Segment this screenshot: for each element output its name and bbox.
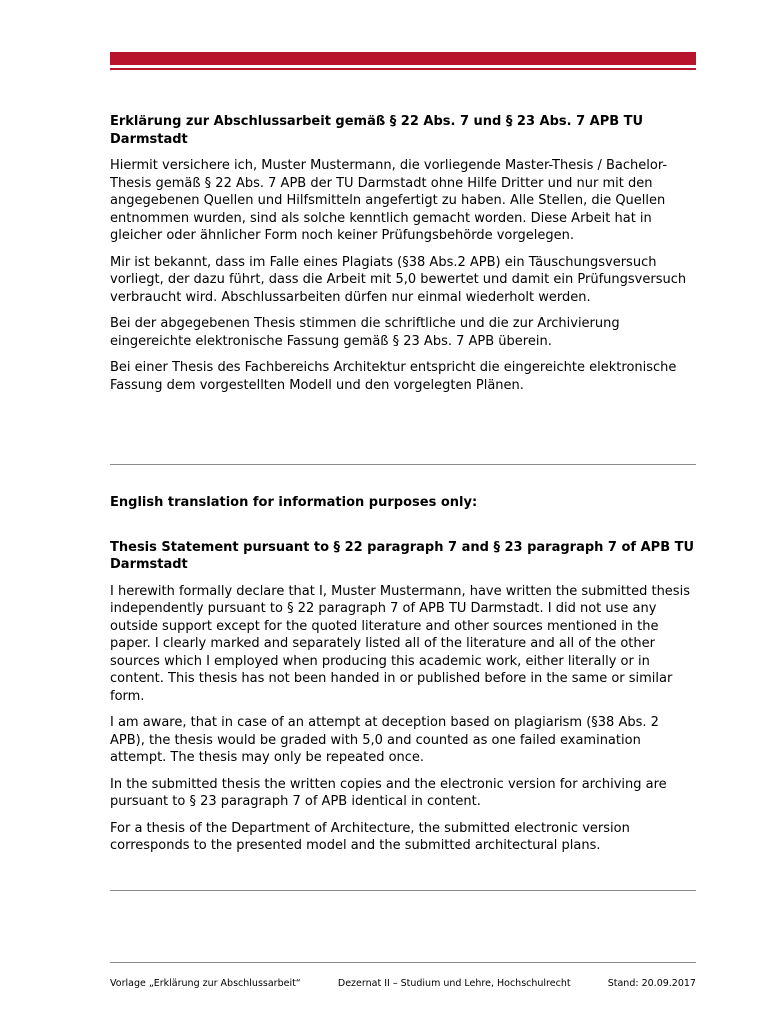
signature-line (110, 890, 696, 891)
german-paragraph-3: Bei der abgegebenen Thesis stimmen die schriftliche und die zur Archivierung eingereichte elektronische Fassung gemäß § 23 Abs. 7 APB überein. (110, 316, 620, 349)
german-paragraph-4: Bei einer Thesis des Fachbereichs Architektur entspricht die eingereichte elektronische Fassung dem vorgestellten Modell und den vorgelegten Plänen. (110, 360, 677, 393)
german-section (110, 113, 696, 403)
english-heading: Thesis Statement pursuant to § 22 paragraph 7 and § 23 paragraph 7 of APB TU Darmstadt (110, 539, 695, 572)
german-heading: Erklärung zur Abschlussarbeit gemäß § 22 Abs. 7 und § 23 Abs. 7 APB TU Darmstadt (110, 114, 644, 147)
footer-template-name: Vorlage „Erklärung zur Abschlussarbeit“ (110, 978, 301, 989)
footer-rule (110, 962, 696, 963)
document-page (110, 0, 696, 1024)
header-red-bar (110, 52, 696, 65)
footer (110, 978, 696, 990)
german-paragraph-1: Hiermit versichere ich, Muster Mustermann, die vorliegende Master-Thesis / Bachelor-Thesis gemäß § 22 Abs. 7 APB der TU Darmstadt ohne Hilfe Dritter und nur mit den angegebenen Quellen und Hilfsmitteln angefertigt zu haben. Alle Stellen, die Quellen entnommen wurden, sind als solche kenntlich gemacht worden. Diese Arbeit hat in gleicher oder ähnlicher Form noch keiner Prüfungsbehörde vorgelegen. (110, 158, 668, 243)
footer-department: Dezernat II – Studium und Lehre, Hochschulrecht (337, 978, 571, 989)
english-paragraph-2: I am aware, that in case of an attempt at deception based on plagiarism (§38 Abs. 2 APB), the thesis would be graded with 5,0 and counted as one failed examination attempt. The thesis may only be repeated once. (110, 715, 659, 765)
header-red-rule (110, 68, 696, 70)
english-paragraph-3: In the submitted thesis the written copies and the electronic version for archiving are pursuant to § 23 paragraph 7 of APB identical in content. (110, 776, 667, 809)
translation-notice: English translation for information purposes only: (110, 495, 478, 510)
section-divider (110, 464, 696, 465)
english-paragraph-4: For a thesis of the Department of Architecture, the submitted electronic version corresponds to the presented model and the submitted architectural plans. (110, 820, 630, 853)
footer-date: Stand: 20.09.2017 (607, 978, 696, 989)
german-paragraph-2: Mir ist bekannt, dass im Falle eines Plagiats (§38 Abs.2 APB) ein Täuschungsversuch vorliegt, der dazu führt, dass die Arbeit mit 5,0 bewertet und damit ein Prüfungsversuch verbraucht wird. Abschlussarbeiten dürfen nur einmal wiederholt werden. (110, 254, 687, 305)
english-section (110, 494, 696, 864)
english-paragraph-1: I herewith formally declare that I, Muster Mustermann, have written the submitted thesis independently pursuant to § 22 paragraph 7 of APB TU Darmstadt. I did not use any outside support except for the quoted literature and other sources mentioned in the paper. I clearly marked and separately listed all of the literature and all of the other sources which I employed when producing this academic work, either literally or in content. This thesis has not been handed in or published before in the same or similar form. (110, 583, 690, 704)
